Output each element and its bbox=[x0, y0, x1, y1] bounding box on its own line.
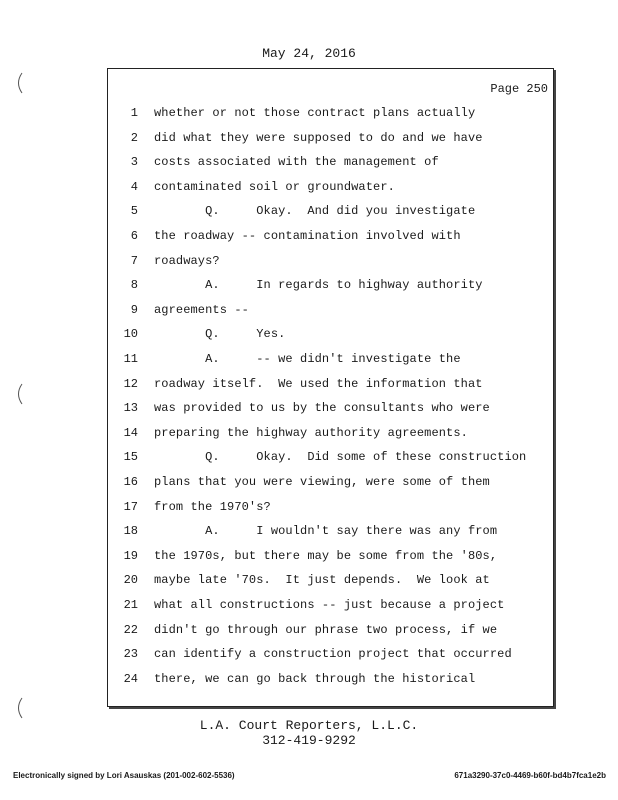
line-text: A. -- we didn't investigate the bbox=[154, 352, 461, 366]
document-id: 671a3290-37c0-4469-b60f-bd4b7fca1e2b bbox=[454, 771, 606, 780]
header-date: May 24, 2016 bbox=[262, 46, 356, 61]
hole-punch-mark-top bbox=[14, 72, 24, 94]
line-text: what all constructions -- just because a project bbox=[154, 598, 505, 612]
line-text: from the 1970's? bbox=[154, 500, 271, 514]
line-text: maybe late '70s. It just depends. We look at bbox=[154, 573, 490, 587]
line-number: 20 bbox=[123, 573, 138, 587]
line-text: was provided to us by the consultants who were bbox=[154, 401, 490, 415]
line-text: the roadway -- contamination involved with bbox=[154, 229, 461, 243]
line-number: 22 bbox=[123, 623, 138, 637]
electronic-signature-note: Electronically signed by Lori Asauskas (201-002-602-5536) bbox=[13, 771, 235, 780]
line-number: 24 bbox=[123, 672, 138, 686]
line-number: 23 bbox=[123, 647, 138, 661]
page-number: Page 250 bbox=[490, 82, 548, 96]
line-text: did what they were supposed to do and we have bbox=[154, 131, 483, 145]
line-text: Q. Yes. bbox=[154, 327, 286, 341]
line-number: 12 bbox=[123, 377, 138, 391]
line-text: didn't go through our phrase two process, if we bbox=[154, 623, 498, 637]
line-text: there, we can go back through the historical bbox=[154, 672, 476, 686]
line-number: 1 bbox=[130, 106, 138, 120]
line-number: 17 bbox=[123, 500, 138, 514]
line-number: 5 bbox=[130, 204, 138, 218]
line-number: 11 bbox=[123, 352, 138, 366]
line-number: 14 bbox=[123, 426, 138, 440]
line-text: A. I wouldn't say there was any from bbox=[154, 524, 498, 538]
line-text: the 1970s, but there may be some from the '80s, bbox=[154, 549, 498, 563]
line-text: Q. Okay. And did you investigate bbox=[154, 204, 476, 218]
line-text: agreements -- bbox=[154, 303, 249, 317]
line-text: contaminated soil or groundwater. bbox=[154, 180, 395, 194]
line-text: roadway itself. We used the information that bbox=[154, 377, 483, 391]
hole-punch-mark-bottom bbox=[14, 697, 24, 719]
line-number: 4 bbox=[130, 180, 138, 194]
line-text: can identify a construction project that occurred bbox=[154, 647, 512, 661]
line-number: 19 bbox=[123, 549, 138, 563]
line-number: 18 bbox=[123, 524, 138, 538]
line-number: 7 bbox=[130, 254, 138, 268]
line-number: 13 bbox=[123, 401, 138, 415]
line-number: 6 bbox=[130, 229, 138, 243]
line-number: 15 bbox=[123, 450, 138, 464]
line-number: 9 bbox=[130, 303, 138, 317]
line-number: 2 bbox=[130, 131, 138, 145]
line-number: 10 bbox=[123, 327, 138, 341]
footer-company: L.A. Court Reporters, L.L.C. bbox=[199, 718, 419, 733]
hole-punch-mark-middle bbox=[14, 383, 24, 405]
line-text: costs associated with the management of bbox=[154, 155, 439, 169]
line-number: 16 bbox=[123, 475, 138, 489]
line-text: A. In regards to highway authority bbox=[154, 278, 483, 292]
line-number: 8 bbox=[130, 278, 138, 292]
line-text: preparing the highway authority agreements. bbox=[154, 426, 468, 440]
footer-phone: 312-419-9292 bbox=[262, 733, 356, 748]
line-text: plans that you were viewing, were some of them bbox=[154, 475, 490, 489]
line-number: 3 bbox=[130, 155, 138, 169]
line-text: Q. Okay. Did some of these construction bbox=[154, 450, 527, 464]
line-text: roadways? bbox=[154, 254, 220, 268]
line-text: whether or not those contract plans actually bbox=[154, 106, 476, 120]
line-number: 21 bbox=[123, 598, 138, 612]
